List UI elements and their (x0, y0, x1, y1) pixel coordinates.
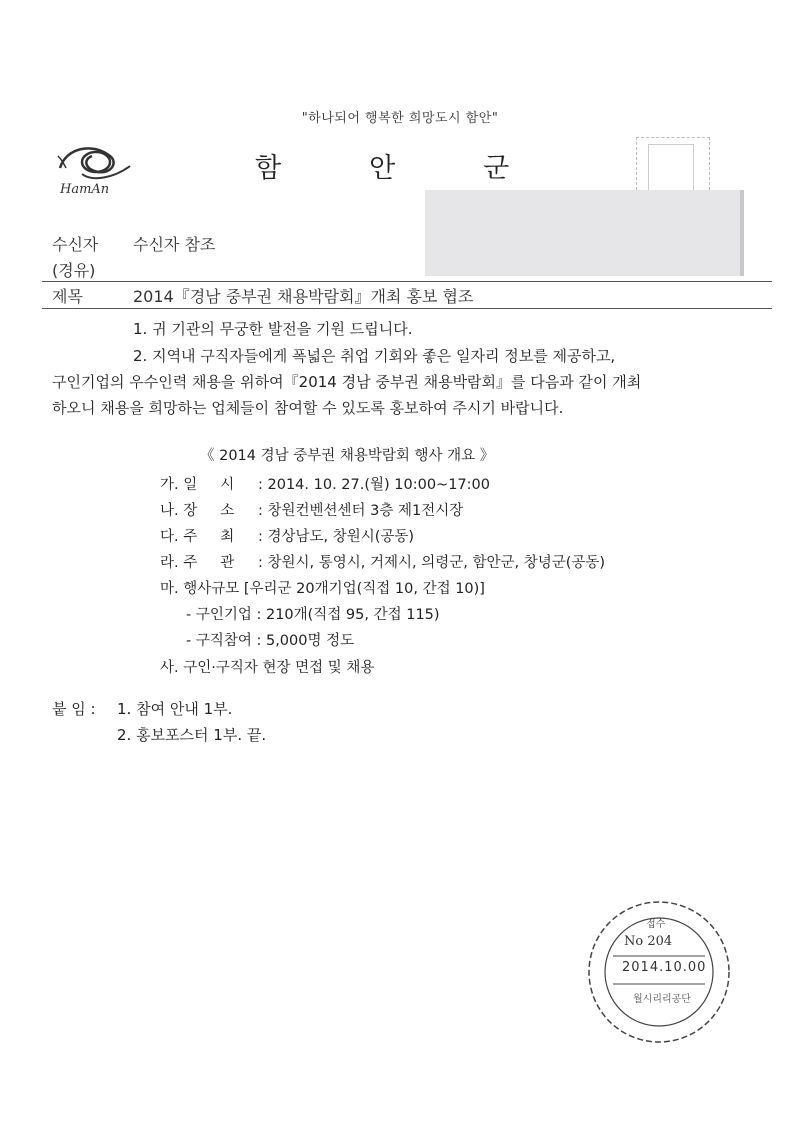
body-paragraph-2-line-2: 구인기업의 우수인력 채용을 위하여『2014 경남 중부권 채용박람회』를 다음과 같이 개최 (52, 373, 642, 391)
via-label: (경유) (52, 261, 96, 280)
overview-item-value: : 창원컨벤션센터 3층 제1전시장 (258, 503, 464, 519)
attachments-label: 붙 임 : (52, 700, 96, 718)
divider-bottom (42, 308, 772, 309)
stamp-title: 접수 (646, 919, 666, 930)
overview-title: 《 2014 경남 중부권 채용박람회 행사 개요 》 (200, 448, 495, 464)
overview-item-label: 다. 주 최 (160, 529, 235, 545)
official-seal-inner (648, 144, 694, 196)
redacted-block-edge (740, 190, 744, 276)
divider-top (42, 281, 772, 282)
recipient-value: 수신자 참조 (133, 235, 216, 254)
overview-item-label: 가. 일 시 (160, 477, 235, 493)
slogan: "하나되어 행복한 희망도시 함안" (301, 111, 499, 126)
subject-value: 2014『경남 중부권 채용박람회』개최 홍보 협조 (133, 287, 474, 306)
overview-item-value: : 경상남도, 창원시(공동) (258, 529, 415, 545)
stamp-date: 2014.10.00 (622, 960, 707, 975)
redacted-block (425, 190, 741, 276)
overview-item-label: 라. 주 관 (160, 555, 235, 571)
overview-sub-jobseekers: - 구직참여 : 5,000명 정도 (186, 633, 355, 649)
overview-item-label: 나. 장 소 (160, 503, 235, 519)
overview-sub-employers: - 구인기업 : 210개(직접 95, 간접 115) (186, 607, 440, 623)
body-paragraph-1: 1. 귀 기관의 무궁한 발전을 기원 드립니다. (133, 320, 413, 338)
stamp-org: 월시리리공단 (633, 994, 691, 1005)
organization-title: 함안군 (255, 153, 598, 184)
attachment-1: 1. 참여 안내 1부. (117, 700, 233, 718)
logo-text: HamAn (60, 182, 110, 197)
attachment-2: 2. 홍보포스터 1부. 끝. (117, 726, 267, 744)
stamp-number: No 204 (624, 934, 673, 949)
overview-item-value: : 창원시, 통영시, 거제시, 의령군, 함안군, 창녕군(공동) (258, 555, 606, 571)
recipient-label: 수신자 (52, 235, 99, 254)
body-paragraph-2-line-1: 2. 지역내 구직자들에게 폭넓은 취업 기회와 좋은 일자리 정보를 제공하고, (133, 347, 616, 365)
overview-item-sa: 사. 구인·구직자 현장 면접 및 채용 (160, 660, 375, 676)
overview-item-value: : 2014. 10. 27.(월) 10:00~17:00 (258, 477, 490, 493)
overview-scale: 마. 행사규모 [우리군 20개기업(직접 10, 간접 10)] (160, 581, 485, 597)
subject-label: 제목 (52, 287, 83, 306)
body-paragraph-2-line-3: 하오니 채용을 희망하는 업체들이 참여할 수 있도록 홍보하여 주시기 바랍니다. (52, 399, 564, 417)
